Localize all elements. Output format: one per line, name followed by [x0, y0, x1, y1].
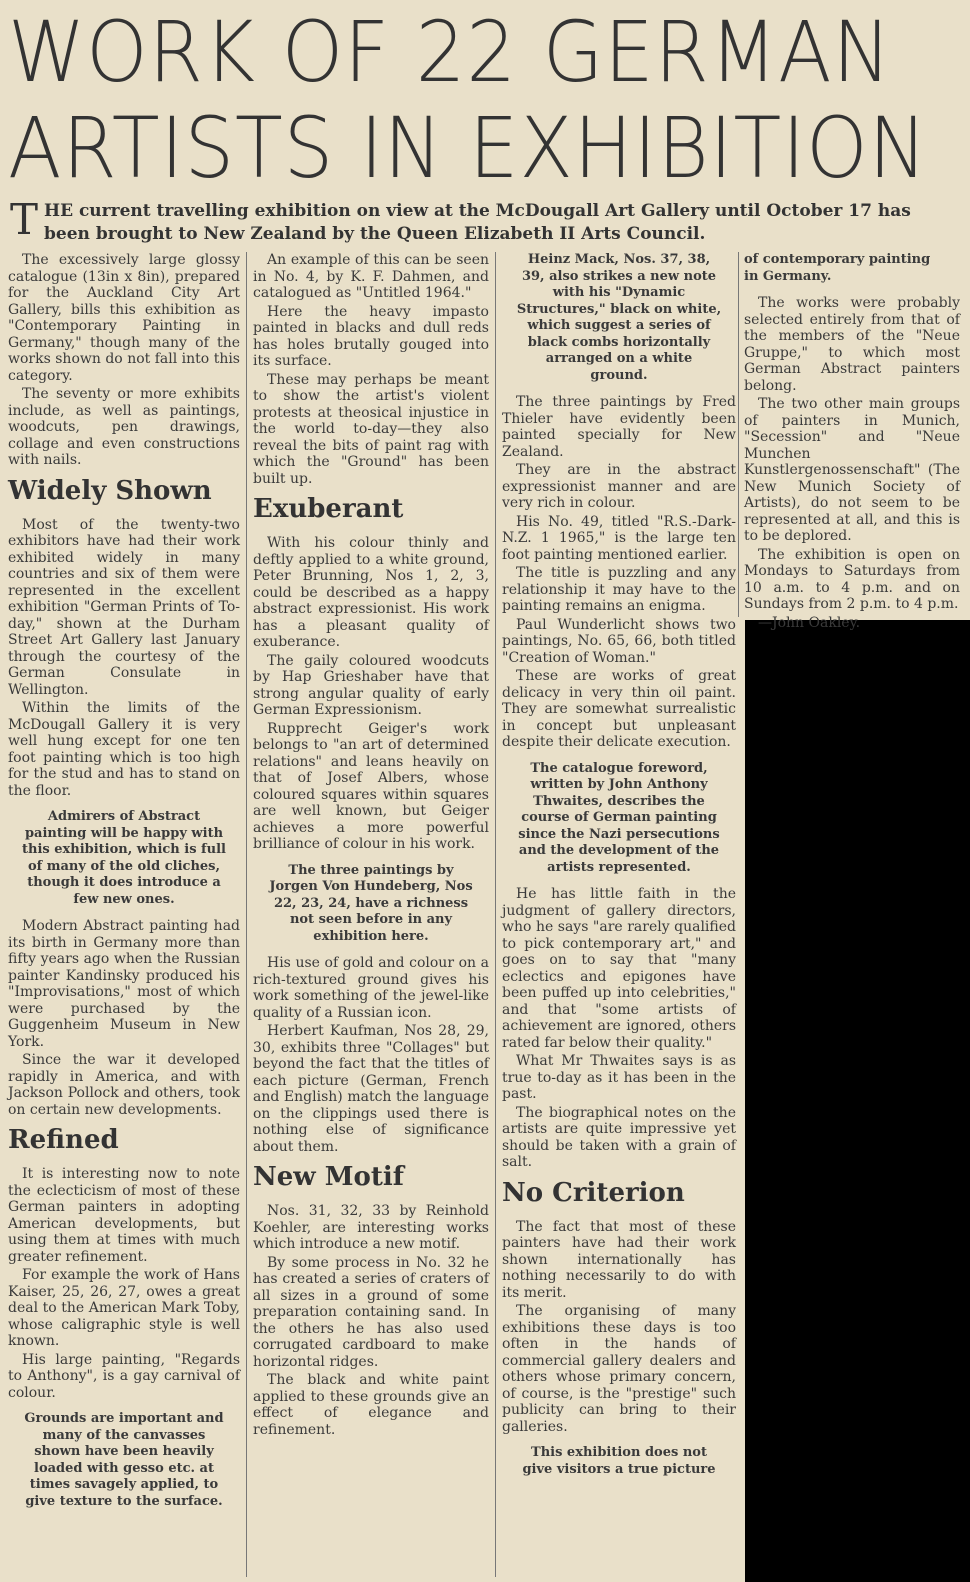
bold-paragraph: The catalogue foreword, written by John Anthony Thwaites, describes the course of German painting since the Nazi persecutions and the development of the artists represented.	[518, 760, 720, 875]
bold-paragraph: Grounds are important and many of the canvasses shown have been heavily loaded with gesso etc. at times savagely applied, to give texture to the surface.	[24, 1411, 224, 1509]
paragraph: Since the war it developed rapidly in America, and with Jackson Pollock and others, took on certain new developments.	[8, 1052, 240, 1118]
paragraph: These may perhaps be meant to show the artist's violent protests at theosical injustice in the world to-day—they also reveal the bits of paint rag with which the "Ground" has been built up.	[253, 371, 489, 487]
column-4	[744, 252, 960, 631]
paragraph: Modern Abstract painting had its birth in Germany more than fifty years ago when the Russian painter Kandinsky produced his "Improvisations," most of which were purchased by the Guggenheim Museum in New York.	[8, 918, 240, 1050]
paragraph: An example of this can be seen in No. 4, by K. F. Dahmen, and catalogued as "Untitled 1964."	[253, 252, 489, 301]
bold-paragraph: Heinz Mack, Nos. 37, 38, 39, also strikes a new note with his "Dynamic Structures," black on white, which suggest a series of black combs horizontally arranged on a white ground.	[516, 252, 722, 383]
column-3	[502, 252, 736, 1578]
paragraph: He has little faith in the judgment of gallery directors, who he says "are rarely qualified to pick contemporary art," and goes on to say that "many eclectics and epigones have been puffed up into celebrities," and that "some artists of achievement are ignored, others rated far below their quality."	[502, 886, 736, 1051]
bold-paragraph: The three paintings by Jorgen Von Hundeberg, Nos 22, 23, 24, have a richness not seen before in any exhibition here.	[269, 862, 473, 944]
column-1	[8, 252, 240, 1578]
paragraph: The seventy or more exhibits include, as well as paintings, woodcuts, pen drawings, collage and even constructions with nails.	[8, 386, 240, 468]
headline-line-1: WORK OF 22 GERMAN	[8, 3, 892, 101]
subheading-widely-shown: Widely Shown	[8, 475, 212, 506]
paragraph: Rupprecht Geiger's work belongs to "an art of determined relations" and leans heavily on that of Josef Albers, whose coloured squares within squares are well known, but Geiger achieves a more powerful brilliance of colour in his work.	[253, 720, 489, 852]
paragraph: The excessively large glossy catalogue (13in x 8in), prepared for the Auckland City Art Gallery, bills this exhibition as "Contemporary Painting in Germany," though many of the works shown do not fall into this category.	[8, 252, 240, 384]
bold-paragraph: Admirers of Abstract painting will be happy with this exhibition, which is full of many of the old cliches, though it does introduce a few new ones.	[22, 809, 226, 907]
intro-paragraph	[10, 195, 960, 246]
paragraph: His use of gold and colour on a rich-textured ground gives his work something of the jewel-like quality of a Russian icon.	[253, 955, 489, 1021]
paragraph: These are works of great delicacy in very thin oil paint. They are somewhat surrealistic in concept but unpleasant despite their delicate execution.	[502, 668, 736, 750]
paragraph: His large painting, "Regards to Anthony", is a gay carnival of colour.	[8, 1351, 240, 1401]
paragraph: The exhibition is open on Mondays to Saturdays from 10 a.m. to 4 p.m. and on Sundays from 2 p.m. to 4 p.m.	[744, 546, 960, 612]
paragraph: The black and white paint applied to these grounds give an effect of elegance and refinement.	[253, 1372, 489, 1438]
paragraph: Nos. 31, 32, 33 by Reinhold Koehler, are interesting works which introduce a new motif.	[253, 1203, 489, 1252]
column-rule	[495, 252, 496, 1577]
subheading-new-motif: New Motif	[253, 1162, 404, 1192]
paragraph: Herbert Kaufman, Nos 28, 29, 30, exhibits three "Collages" but beyond the fact that the titles of each picture (German, French and English) match the language on the clippings used there is nothing else of significance about them.	[253, 1023, 489, 1155]
subheading-exuberant: Exuberant	[253, 494, 404, 524]
paragraph: The biographical notes on the artists are quite impressive yet should be taken with a grain of salt.	[502, 1104, 736, 1170]
paragraph: Paul Wunderlicht shows two paintings, No. 65, 66, both titled "Creation of Woman."	[502, 616, 736, 666]
paragraph: Most of the twenty-two exhibitors have had their work exhibited widely in many countries and six of them were represented in the excellent exhibition "German Prints of To-day," shown at the Durham Street Art Gallery last January through the courtesy of the German Consulate in Wellington.	[8, 516, 240, 698]
paragraph: The fact that most of these painters have had their work shown internationally has nothing necessarily to do with its merit.	[502, 1218, 736, 1301]
intro-text: HE current travelling exhibition on view at the McDougall Art Gallery until October 17 has been brought to New Zealand by the Queen Elizabeth II Arts Council.	[44, 201, 911, 244]
paragraph: The works were probably selected entirely from that of the members of the "Neue Gruppe," to which most German Abstract painters belong.	[744, 295, 960, 394]
paragraph: The title is puzzling and any relationship it may have to the painting remains an enigma.	[502, 565, 736, 614]
drop-cap: T	[10, 195, 39, 244]
paragraph: With his colour thinly and deftly applied to a white ground, Peter Brunning, Nos 1, 2, 3, could be described as a happy abstract expressionist. His work has a pleasant quality of exuberance.	[253, 535, 489, 650]
column-2	[253, 252, 489, 1578]
subheading-refined: Refined	[8, 1125, 119, 1155]
bold-paragraph: of contemporary painting in Germany.	[744, 252, 931, 284]
paragraph: The organising of many exhibitions these days is too often in the hands of commercial gallery dealers and others whose primary concern, of course, is the "prestige" such publicity can bring to their galleries.	[502, 1303, 736, 1435]
paragraph: The three paintings by Fred Thieler have evidently been painted specially for New Zealand.	[502, 394, 736, 460]
bold-paragraph: This exhibition does not give visitors a true picture	[522, 1445, 716, 1477]
column-rule	[738, 252, 739, 617]
paragraph: The two other main groups of painters in Munich, "Secession" and "Neue Munchen Kunstlergenossenschaft" (The New Munich Society of Artists), do not seem to be represented at all, and this is to be deplored.	[744, 396, 960, 544]
paragraph: Here the heavy impasto painted in blacks and dull reds has holes brutally gouged into its surface.	[253, 303, 489, 369]
paragraph: For example the work of Hans Kaiser, 25, 26, 27, owes a great deal to the American Mark Toby, whose caligraphic style is well known.	[8, 1267, 240, 1349]
headline-line-2: ARTISTS IN EXHIBITION	[8, 99, 928, 197]
subheading-no-criterion: No Criterion	[502, 1177, 685, 1208]
paragraph: What Mr Thwaites says is as true to-day as it has been in the past.	[502, 1053, 736, 1102]
paragraph: By some process in No. 32 he has created a series of craters of all sizes in a ground of some preparation containing sand. In the others he has also used corrugated cardboard to make horizontal ridges.	[253, 1254, 489, 1370]
paragraph: Within the limits of the McDougall Gallery it is very well hung except for one ten foot painting which is too high for the stud and has to stand on the floor.	[8, 700, 240, 799]
paragraph: His No. 49, titled "R.S.-Dark-N.Z. 1 1965," is the large ten foot painting mentioned earlier.	[502, 513, 736, 563]
paragraph: The gaily coloured woodcuts by Hap Grieshaber have that strong angular quality of early German Expressionism.	[253, 652, 489, 718]
paragraph: It is interesting now to note the eclecticism of most of these German painters in adopting American developments, but using them at times with much greater refinement.	[8, 1166, 240, 1265]
column-rule	[246, 252, 247, 1577]
headline	[8, 4, 958, 196]
byline: —John Oakley.	[758, 614, 861, 631]
paragraph: They are in the abstract expressionist manner and are very rich in colour.	[502, 462, 736, 511]
